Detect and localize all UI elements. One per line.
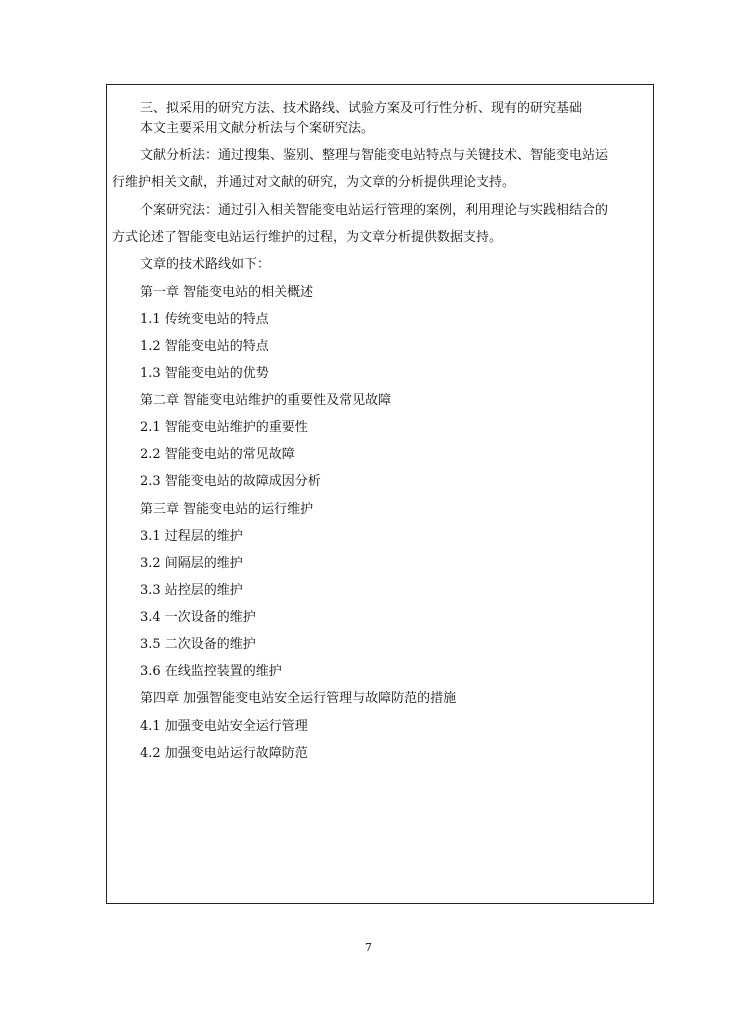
outline-item-2-3: 2.3 智能变电站的故障成因分析 [140,474,321,489]
outline-item-1-1: 1.1 传统变电站的特点 [140,312,269,327]
outline-item-3-1: 3.1 过程层的维护 [140,529,243,544]
case-method-line-2: 方式论述了智能变电站运行维护的过程，为文章分析提供数据支持。 [112,230,503,245]
outline-item-2-1: 2.1 智能变电站维护的重要性 [140,420,308,435]
outline-item-3-4: 3.4 一次设备的维护 [140,610,256,625]
section-heading: 三、拟采用的研究方法、技术路线、试验方案及可行性分析、现有的研究基础 [140,101,583,116]
literature-method-line-2: 行维护相关文献，并通过对文献的研究，为文章的分析提供理论支持。 [112,175,516,190]
outline-item-4-1: 4.1 加强变电站安全运行管理 [140,719,308,734]
outline-chapter-3: 第三章 智能变电站的运行维护 [140,502,314,517]
literature-method-line-1: 文献分析法：通过搜集、鉴别、整理与智能变电站特点与关键技术、智能变电站运 [140,148,609,163]
outline-chapter-4: 第四章 加强智能变电站安全运行管理与故障防范的措施 [140,691,457,706]
outline-item-1-2: 1.2 智能变电站的特点 [140,339,269,354]
outline-item-2-2: 2.2 智能变电站的常见故障 [140,447,295,462]
roadmap-intro: 文章的技术路线如下： [140,257,271,272]
outline-item-3-3: 3.3 站控层的维护 [140,583,243,598]
outline-chapter-1: 第一章 智能变电站的相关概述 [140,285,314,300]
outline-item-4-2: 4.2 加强变电站运行故障防范 [140,746,308,761]
page-number: 7 [365,941,372,954]
outline-item-1-3: 1.3 智能变电站的优势 [140,366,269,381]
case-method-line-1: 个案研究法：通过引入相关智能变电站运行管理的案例，利用理论与实践相结合的 [140,203,609,218]
outline-item-3-6: 3.6 在线监控装置的维护 [140,664,282,679]
outline-item-3-5: 3.5 二次设备的维护 [140,637,256,652]
outline-chapter-2: 第二章 智能变电站维护的重要性及常见故障 [140,393,392,408]
intro-text: 本文主要采用文献分析法与个案研究法。 [140,121,375,136]
outline-item-3-2: 3.2 间隔层的维护 [140,556,243,571]
